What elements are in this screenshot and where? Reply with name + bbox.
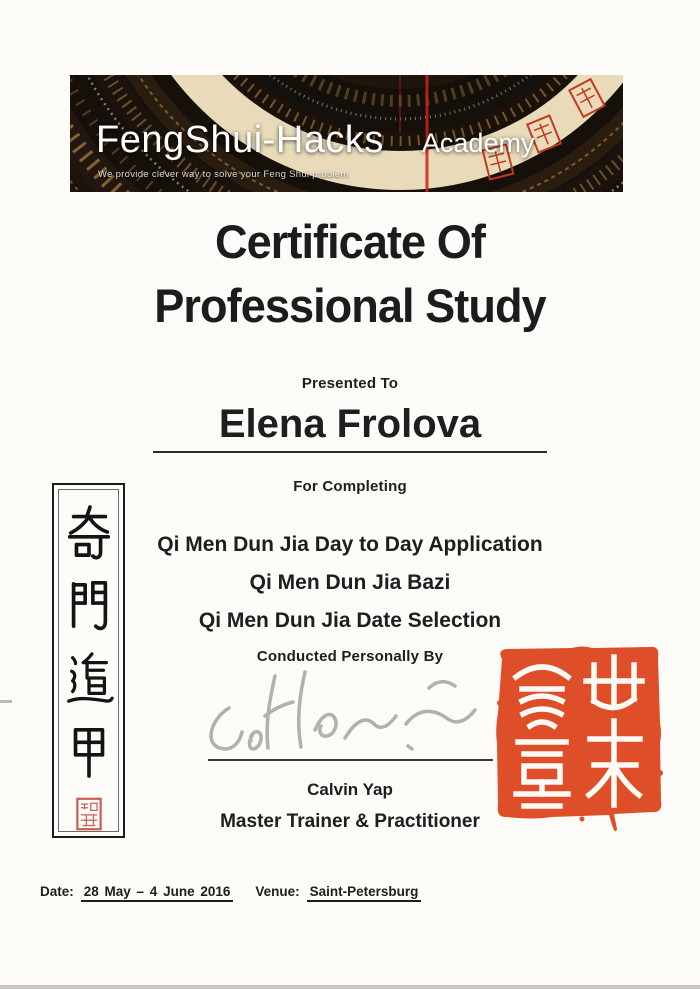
signer-title: Master Trainer & Practitioner (220, 811, 480, 832)
header-banner (70, 75, 623, 192)
academy-suffix: Academy (421, 128, 535, 158)
course-line-1: Qi Men Dun Jia Day to Day Application (157, 533, 543, 556)
conducted-by-label: Conducted Personally By (256, 648, 444, 665)
academy-tagline: We provide clever way to solve your Feng Shui problem (98, 169, 349, 180)
signer-name: Calvin Yap (307, 780, 393, 799)
scan-mark-artifact (0, 700, 12, 703)
certificate-title-line2: Professional Study (154, 279, 546, 332)
for-completing-label: For Completing (293, 478, 407, 495)
footer-line (40, 884, 421, 902)
calligraphy-char-qi (63, 502, 115, 562)
red-seal-stamp (492, 643, 666, 841)
handwritten-signature (195, 658, 495, 758)
certificate-title (14, 210, 686, 338)
calligraphy-panel-inner (58, 489, 119, 832)
calligraphy-char-jia (63, 721, 115, 781)
recipient-name: Elena Frolova (218, 402, 482, 446)
calligraphy-char-men (63, 575, 115, 635)
date-value: 28 May – 4 June 2016 (81, 884, 234, 902)
academy-name: FengShui-Hacks (96, 119, 384, 161)
signature-line (208, 759, 493, 761)
recipient-underline (153, 451, 547, 453)
presented-to-label: Presented To (301, 375, 399, 392)
small-red-seal (75, 797, 103, 831)
date-label: Date: (40, 884, 74, 899)
calligraphy-char-dun (63, 648, 115, 708)
certificate-title-line1: Certificate Of (215, 215, 485, 268)
course-line-3: Qi Men Dun Jia Date Selection (198, 609, 502, 632)
venue-label: Venue: (255, 884, 300, 899)
scan-edge-artifact (0, 985, 700, 989)
course-line-2: Qi Men Dun Jia Bazi (249, 571, 451, 594)
calligraphy-panel (52, 483, 125, 838)
venue-value: Saint-Petersburg (307, 884, 422, 902)
